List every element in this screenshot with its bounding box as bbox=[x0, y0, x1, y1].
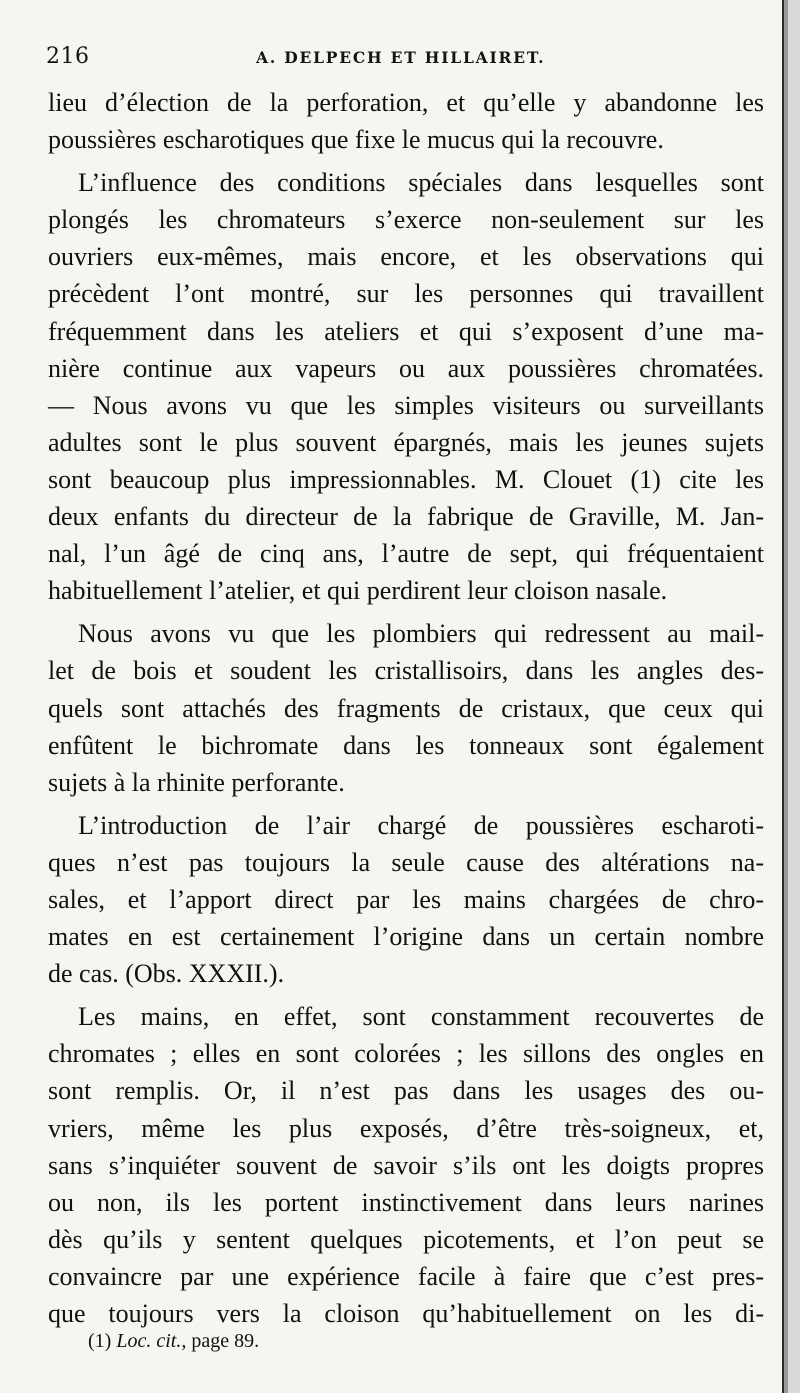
text-line: précèdent l’ont montré, sur les personnes qui travaillent bbox=[48, 279, 764, 309]
text-line: enfûtent le bichromate dans les tonneaux sont également bbox=[48, 730, 764, 760]
text-line: sujets à la rhinite perforante. bbox=[48, 767, 345, 797]
footnote bbox=[88, 1330, 259, 1353]
footnote-work: Loc. cit., bbox=[116, 1330, 187, 1352]
text-line: plongés les chromateurs s’exerce non-seulement sur les bbox=[48, 205, 764, 235]
page-header bbox=[46, 44, 754, 74]
text-line: nal, l’un âgé de cinq ans, l’autre de sept, qui fréquentaient bbox=[48, 539, 764, 569]
body-text bbox=[48, 84, 764, 1332]
text-line: adultes sont le plus souvent épargnés, mais les jeunes sujets bbox=[48, 427, 764, 457]
text-line: chromates ; elles en sont colorées ; les sillons des ongles en bbox=[48, 1039, 764, 1069]
text-line: let de bois et soudent les cristallisoirs, dans les angles des- bbox=[48, 656, 764, 686]
text-line: dès qu’ils y sentent quelques picotements, et l’on peut se bbox=[48, 1224, 764, 1254]
text-line: nière continue aux vapeurs ou aux poussières chromatées. bbox=[48, 353, 764, 383]
text-line: poussières escharotiques que fixe le mucus qui la recouvre. bbox=[48, 125, 664, 155]
show-through-texture: . bbox=[0, 160, 6, 182]
text-line: mates en est certainement l’origine dans un certain nombre bbox=[48, 922, 764, 952]
footnote-page: page 89. bbox=[191, 1330, 260, 1352]
text-line: que toujours vers la cloison qu’habituellement on les di- bbox=[48, 1299, 764, 1328]
text-line: Les mains, en effet, sont constamment recouvertes de bbox=[78, 1002, 764, 1032]
text-line: sales, et l’apport direct par les mains chargées de chro- bbox=[48, 884, 764, 914]
text-line: lieu d’élection de la perforation, et qu’elle y abandonne les bbox=[48, 88, 764, 117]
text-line: L’influence des conditions spéciales dans lesquelles sont bbox=[78, 168, 764, 198]
running-title: A. DELPECH ET HILLAIRET. bbox=[256, 48, 546, 67]
text-line: de cas. (Obs. XXXII.). bbox=[48, 959, 285, 989]
text-line: sans s’inquiéter souvent de savoir s’ils ont les doigts propres bbox=[48, 1150, 764, 1180]
text-line: ouvriers eux-mêmes, mais encore, et les observations qui bbox=[48, 242, 764, 272]
text-line: sont remplis. Or, il n’est pas dans les usages des ou- bbox=[48, 1076, 764, 1106]
text-line: habituellement l’atelier, et qui perdirent leur cloison nasale. bbox=[48, 576, 668, 606]
text-line: fréquemment dans les ateliers et qui s’exposent d’une ma- bbox=[48, 316, 764, 346]
text-line: deux enfants du directeur de la fabrique de Graville, M. Jan- bbox=[48, 502, 764, 532]
text-line: ques n’est pas toujours la seule cause des altérations na- bbox=[48, 847, 764, 877]
text-line: vriers, même les plus exposés, d’être très-soigneux, et, bbox=[48, 1113, 764, 1143]
text-line: convaincre par une expérience facile à faire que c’est pres- bbox=[48, 1261, 764, 1291]
text-line: quels sont attachés des fragments de cristaux, que ceux qui bbox=[48, 693, 764, 723]
page-number: 216 bbox=[46, 44, 90, 69]
text-line: L’introduction de l’air chargé de poussières escharoti- bbox=[78, 810, 764, 840]
text-line: Nous avons vu que les plombiers qui redressent au mail- bbox=[78, 619, 764, 649]
text-line: sont beaucoup plus impressionnables. M. Clouet (1) cite les bbox=[48, 464, 764, 494]
text-line: — Nous avons vu que les simples visiteurs ou surveillants bbox=[48, 390, 764, 420]
text-line: ou non, ils les portent instinctivement dans leurs narines bbox=[48, 1187, 764, 1217]
footnote-marker: (1) bbox=[88, 1330, 112, 1352]
